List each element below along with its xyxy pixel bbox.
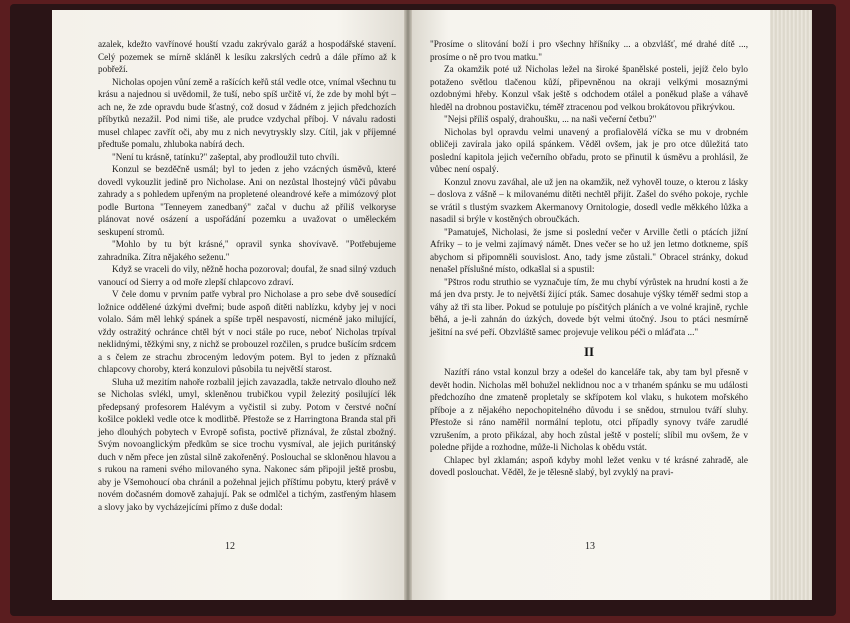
page-edges xyxy=(770,10,812,600)
paragraph: Sluha už mezitím nahoře rozbalil jejich zavazadla, takže netrvalo dlouho než se Nicholas svlékl, umyl, skleněnou trubičkou vypil železitý posilující lék předepsaný profesorem Halévym a vyčistil si zuby. Potom v čerstvé noční košilce poklekl vedle otce k modlitbě. Přestože se z Harringtona Branda stal při jeho dlouhých pobytech v Evropě sofista, poctivě přiznával, že zůstal zbožný. Svým novoanglickým předkům se sice trochu vysmíval, ale jejich puritánský duch v něm přece jen zůstal silně zakořeněný. Poslouchal se skloněnou hlavou a s rukou na rameni svého milovaného syna. Nakonec sám připojil ještě prosbu, aby je Všemohoucí oba chránil a požehnal jejich příštímu pobytu, který právě v novém dočasném domově zahajují. Pak se odmlčel a tichým, zastřeným hlasem a slovy jako by vycházejícími přímo z duše dodal: xyxy=(98,376,396,512)
paragraph: Nicholas byl opravdu velmi unavený a profialovělá víčka se mu v drobném obličeji zavírala jako opilá spánkem. Věděl ovšem, jak je pro otce důležitá tato poslední kapitola jejich večerního obřadu, proto se přinutil k úsměvu a prohlásil, že vůbec není ospalý. xyxy=(430,126,748,174)
paragraph: "Pštros rodu struthio se vyznačuje tím, že mu chybí výrůstek na hrudní kosti a že má jen dva prsty. Je to největší žijící pták. Samec dosahuje výšky téměř sedmi stop a váhy až tři sta liber. Pokud se potuluje po písčitých pláních a ve volné krajině, rychle běhá, a je-li zahnán do úzkých, dovede být velmi útočný. Jsou to ptáci nesmírně ješitní na své peří. Obzvláště samec projevuje velikou péči o mláďata ..." xyxy=(430,276,748,337)
left-page xyxy=(52,10,408,600)
paragraph: Když se vraceli do vily, něžně hocha pozoroval; doufal, že snad silný vzduch vanoucí od Sierry a od moře zlepší chlapcovo zdraví. xyxy=(98,264,396,287)
left-page-text xyxy=(98,38,396,513)
paragraph: Nazítří ráno vstal konzul brzy a odešel do kanceláře tak, aby tam byl přesně v devět hodin. Nicholas měl bohužel neklidnou noc a v trhaném spánku se mu události předchozího dne zmateně propletaly se skřípotem kol vlaku, s hukotem mořského příboje a z nějakého nepochopitelného důvodu i se snědou, strnulou tváří sluhy. Přestože si ráno naměřil normální teplotu, otci případly synovy tváře zarudlé vzrušením, a proto přikázal, aby hoch zůstal ještě v postelí; slíbil mu ovšem, že v poledne přijde a rozhodne, může-li Nicholas k obědu vstát. xyxy=(430,367,748,452)
page-number-left: 12 xyxy=(225,541,235,552)
paragraph: Chlapec byl zklamán; aspoň kdyby mohl ležet venku v té krásné zahradě, ale dovedl poslouchat. Věděl, že je tělesně slabý, byl zvyklý na pravi- xyxy=(430,454,748,477)
paragraph: Za okamžik poté už Nicholas ležel na široké španělské posteli, jejíž čelo bylo potaženo světlou tlačenou kůží, připevněnou na okraji velkými mosaznými ozdobnými hřeby. Konzul však ještě s odchodem otálel a poněkud plaše a váhavě hleděl na drobnou postavičku, téměř ztracenou pod velkou brokátovou přikrývkou. xyxy=(430,64,748,112)
paragraph: Konzul se bezděčně usmál; byl to jeden z jeho vzácných úsměvů, které dovedl vykouzlit jedině pro Nicholase. Ani on nezůstal lhostejný vůči půvabu zahrady a s pohledem upřeným na propletené oleandrové keře a mimózový plot podle Burtona "Tenneyem zanedbaný" začal v duchu až příliš velkoryse plánovat nové osázení a uspořádání pozemku a uvažovat o uměleckém seskupení stromů. xyxy=(98,164,396,237)
page-number-right: 13 xyxy=(585,541,595,552)
paragraph: azalek, kdežto vavřínové houští vzadu zakrývalo garáž a hospodářské stavení. Celý pozemek se mírně skláněl k lesíku zakrslých cedrů a dále přímo až k pobřeží. xyxy=(98,39,396,74)
paragraph: "Není tu krásně, tatínku?" zašeptal, aby prodloužil tuto chvíli. xyxy=(112,151,340,162)
paragraph: "Pamatuješ, Nicholasi, že jsme si poslední večer v Arville četli o ptácích jižní Afriky – to je velmi zajímavý námět. Dnes večer se ho už jen letmo dotkneme, spíš abychom si připomněli souvislost. Ano, tady jsme zůstali." Obracel stránky, dokud nenašel příslušné místo, odkašlal si a spustil: xyxy=(430,226,748,274)
paragraph: "Prosíme o slitování boží i pro všechny hříšníky ... a obzvlášť, mé drahé dítě ..., prosíme o ně pro tvou matku." xyxy=(430,39,748,62)
paragraph: Konzul znovu zaváhal, ale už jen na okamžik, než vyhověl touze, o kterou z lásky – doslova z vášně – k milovanému dítěti nechtěl přijít. Zašel do svého pokoje, rychle se vrátil s tlustým svazkem Akermanovy Ornitologie, dosedl vedle měkkého lůžka a nasadil si brýle v kostěných obroučkách. xyxy=(430,176,748,224)
book-gutter xyxy=(404,10,412,600)
paragraph: Nicholas opojen vůní země a rašících keřů stál vedle otce, vnímal všechnu tu krásu a najednou si uvědomil, že tuší, nebo spíš určitě ví, že zde by mohl být – ach ne, že zde opravdu bude šťastný, což dosud v žádném z jejich předchozích příbytků nezažil. Pod nimi tiše, ale prudce vzdychal příboj. V návalu radosti musel chlapec zavřít oči, aby mu z nich nevytryskly slzy. Cítil, jak v příjemné předtuše pomalu, zhluboka nabírá dech. xyxy=(98,76,396,149)
section-heading: II xyxy=(583,344,595,359)
right-page-text xyxy=(430,38,748,479)
paragraph: "Mohlo by tu být krásné," opravil synka shovívavě. "Potřebujeme zahradníka. Zítra nějakého seženu." xyxy=(98,239,396,262)
paragraph: "Nejsi příliš ospalý, drahoušku, ... na naši večerní četbu?" xyxy=(444,114,657,124)
right-page xyxy=(408,10,812,600)
paragraph: V čele domu v prvním patře vybral pro Nicholase a pro sebe dvě sousedící ložnice oddělené úzkými dveřmi; bude aspoň dítěti nablízku, kdyby jej v noci volalo. Sám měl lehký spánek a spíše trpěl nespavostí, nicméně jako milující, vždy ostražitý ochránce chtěl být v noci stále po ruce, neboť Nicholas trpíval neklidnými, těžkými sny, z nichž se probouzel rozčilen, s prudce bušícím srdcem a s čelem ze strachu zbroceným ledovým potem. Byl to jeden z příznaků chlapcovy choroby, která konzulovi působila tu největší starost. xyxy=(98,289,396,374)
